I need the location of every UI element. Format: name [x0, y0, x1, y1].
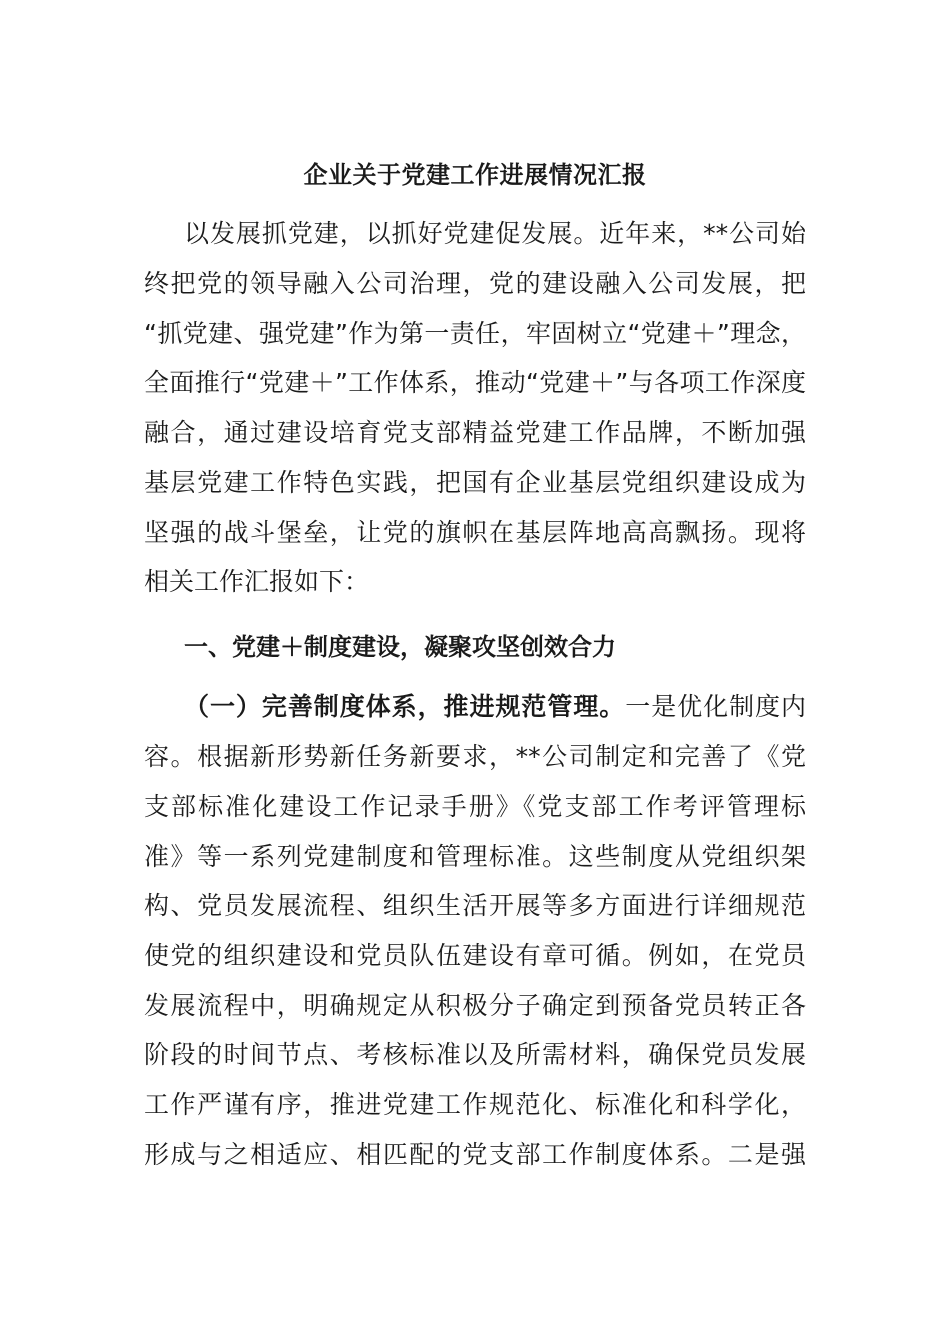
- paragraph-line: 阶段的时间节点、考核标准以及所需材料，确保党员发展: [144, 1040, 806, 1069]
- paragraph-line: 形成与之相适应、相匹配的党支部工作制度体系。二是强: [144, 1140, 806, 1169]
- section-heading: 一、党建＋制度建设，凝聚攻坚创效合力: [184, 633, 616, 661]
- paragraph-line: 发展流程中，明确规定从积极分子确定到预备党员转正各: [144, 991, 806, 1020]
- subsection-first-line: [184, 685, 806, 729]
- paragraph-line: 准》等一系列党建制度和管理标准。这些制度从党组织架: [144, 842, 806, 871]
- paragraph-line: 全面推行“党建＋”工作体系，推动“党建＋”与各项工作深度: [144, 368, 806, 397]
- paragraph-line: 使党的组织建设和党员队伍建设有章可循。例如，在党员: [144, 941, 806, 970]
- paragraph-line: 坚强的战斗堡垒，让党的旗帜在基层阵地高高飘扬。现将: [144, 518, 806, 547]
- subsection-heading: （一）完善制度体系，推进规范管理。: [184, 692, 626, 721]
- paragraph-line: 以发展抓党建，以抓好党建促发展。近年来，**公司始: [184, 219, 806, 248]
- paragraph-line: “抓党建、强党建”作为第一责任，牢固树立“党建＋”理念，: [144, 319, 806, 348]
- paragraph-line: 基层党建工作特色实践，把国有企业基层党组织建设成为: [144, 468, 806, 497]
- subsection-first-line-text: 一是优化制度内: [625, 692, 806, 721]
- document-title: 企业关于党建工作进展情况汇报: [303, 161, 647, 189]
- paragraph-line: 容。根据新形势新任务新要求，**公司制定和完善了《党: [144, 742, 806, 771]
- paragraph-line: 工作严谨有序，推进党建工作规范化、标准化和科学化，: [144, 1090, 806, 1119]
- paragraph-line: 相关工作汇报如下：: [144, 567, 370, 596]
- paragraph-line: 融合，通过建设培育党支部精益党建工作品牌，不断加强: [144, 418, 806, 447]
- paragraph-line: 构、党员发展流程、组织生活开展等多方面进行详细规范: [144, 891, 806, 920]
- paragraph-line: 终把党的领导融入公司治理，党的建设融入公司发展，把: [144, 269, 806, 298]
- paragraph-line: 支部标准化建设工作记录手册》《党支部工作考评管理标: [144, 792, 806, 821]
